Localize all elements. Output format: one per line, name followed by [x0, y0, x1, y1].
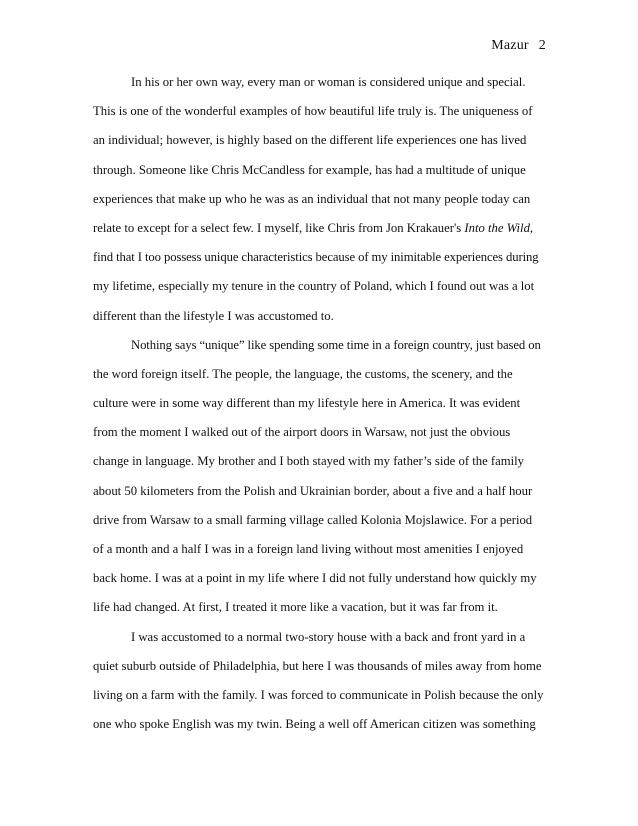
text-line: change in language. My brother and I both stayed with my father’s side of the family — [93, 454, 525, 469]
text-line: This is one of the wonderful examples of how beautiful life truly is. The uniqueness of — [93, 104, 533, 119]
book-title: Into the Wild, — [464, 220, 534, 235]
text-line: my lifetime, especially my tenure in the country of Poland, which I found out was a lot — [93, 279, 535, 294]
text-line: about 50 kilometers from the Polish and Ukrainian border, about a five and a half hour — [93, 483, 533, 498]
text-line: drive from Warsaw to a small farming village called Kolonia Mojslawice. For a period — [93, 512, 533, 527]
text-line: life had changed. At first, I treated it more like a vacation, but it was far from it. — [93, 600, 498, 615]
text-line — [93, 214, 545, 243]
text-line: through. Someone like Chris McCandless for example, has had a multitude of unique — [93, 162, 526, 177]
text-line: living on a farm with the family. I was forced to communicate in Polish because the only — [93, 687, 544, 702]
text-line: find that I too possess unique characteristics because of my inimitable experiences during — [93, 250, 539, 265]
header-page-number: 2 — [538, 38, 546, 53]
text-line: of a month and a half I was in a foreign land living without most amenities I enjoyed — [93, 542, 524, 556]
text-line: culture were in some way different than my lifestyle here in America. It was evident — [93, 396, 521, 411]
page-header — [491, 38, 546, 54]
text-line: quiet suburb outside of Philadelphia, but here I was thousands of miles away from home — [93, 658, 542, 673]
text-line: different than the lifestyle I was accustomed to. — [93, 308, 334, 323]
text-line: back home. I was at a point in my life where I did not fully understand how quickly my — [93, 571, 537, 586]
text-line: an individual; however, is highly based on the different life experiences one has lived — [93, 133, 527, 148]
text-line-pre: relate to except for a select few. I myself, like Chris from Jon Krakauer's — [93, 220, 465, 235]
text-line: In his or her own way, every man or woman is considered unique and special. — [131, 75, 526, 89]
header-author: Mazur — [491, 38, 529, 53]
text-line: experiences that make up who he was as an individual that not many people today can — [93, 191, 531, 206]
essay-body — [93, 68, 545, 739]
text-line: the word foreign itself. The people, the language, the customs, the scenery, and the — [93, 366, 513, 381]
text-line: one who spoke English was my twin. Being a well off American citizen was something — [93, 717, 536, 732]
text-line: from the moment I walked out of the airport doors in Warsaw, not just the obvious — [93, 425, 511, 440]
text-line: Nothing says “unique” like spending some time in a foreign country, just based on — [131, 337, 541, 352]
text-line: I was accustomed to a normal two-story house with a back and front yard in a — [131, 629, 526, 644]
